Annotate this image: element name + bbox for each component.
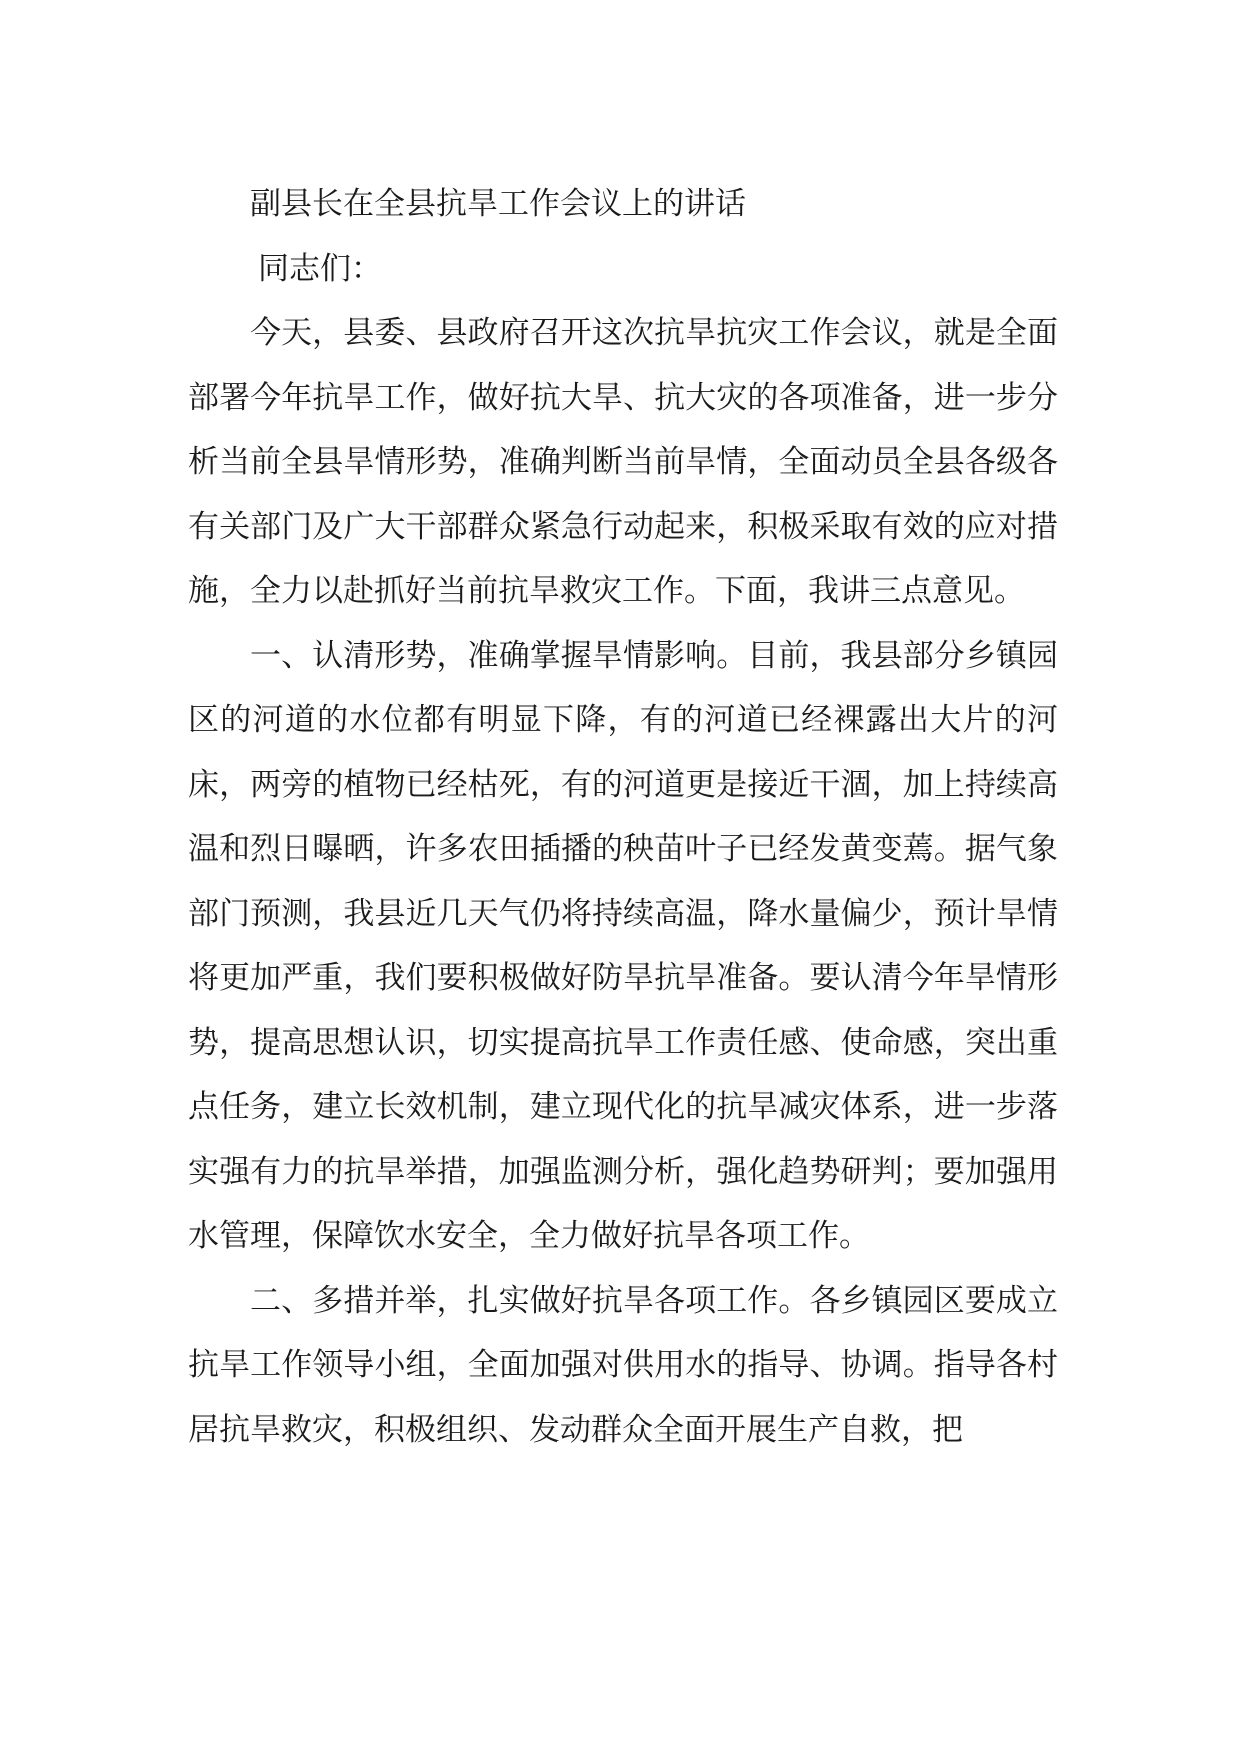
paragraph-section-two: 二、多措并举，扎实做好抗旱各项工作。各乡镇园区要成立抗旱工作领导小组，全面加强对供用水的指导、协调。指导各村居抗旱救灾，积极组织、发动群众全面开展生产自救，把 — [188, 1282, 1058, 1448]
document-body — [188, 172, 1058, 1462]
document-title: 副县长在全县抗旱工作会议上的讲话 — [250, 186, 746, 222]
salutation: 同志们： — [258, 250, 382, 287]
paragraph-intro: 今天，县委、县政府召开这次抗旱抗灾工作会议，就是全面部署今年抗旱工作，做好抗大旱、抗大灾的各项准备，进一步分析当前全县旱情形势，准确判断当前旱情，全面动员全县各级各有关部门及广大干部群众紧急行动起来，积极采取有效的应对措施，全力以赴抓好当前抗旱救灾工作。下面，我讲三点意见。 — [188, 315, 1058, 609]
paragraph-section-one: 一、认清形势，准确掌握旱情影响。目前，我县部分乡镇园区的河道的水位都有明显下降，有的河道已经裸露出大片的河床，两旁的植物已经枯死，有的河道更是接近干涸，加上持续高温和烈日曝晒，许多农田插播的秧苗叶子已经发黄变蔫。据气象部门预测，我县近几天气仍将持续高温，降水量偏少，预计旱情将更加严重，我们要积极做好防旱抗旱准备。要认清今年旱情形势，提高思想认识，切实提高抗旱工作责任感、使命感，突出重点任务，建立长效机制，建立现代化的抗旱减灾体系，进一步落实强有力的抗旱举措，加强监测分析，强化趋势研判；要加强用水管理，保障饮水安全，全力做好抗旱各项工作。 — [188, 637, 1058, 1254]
